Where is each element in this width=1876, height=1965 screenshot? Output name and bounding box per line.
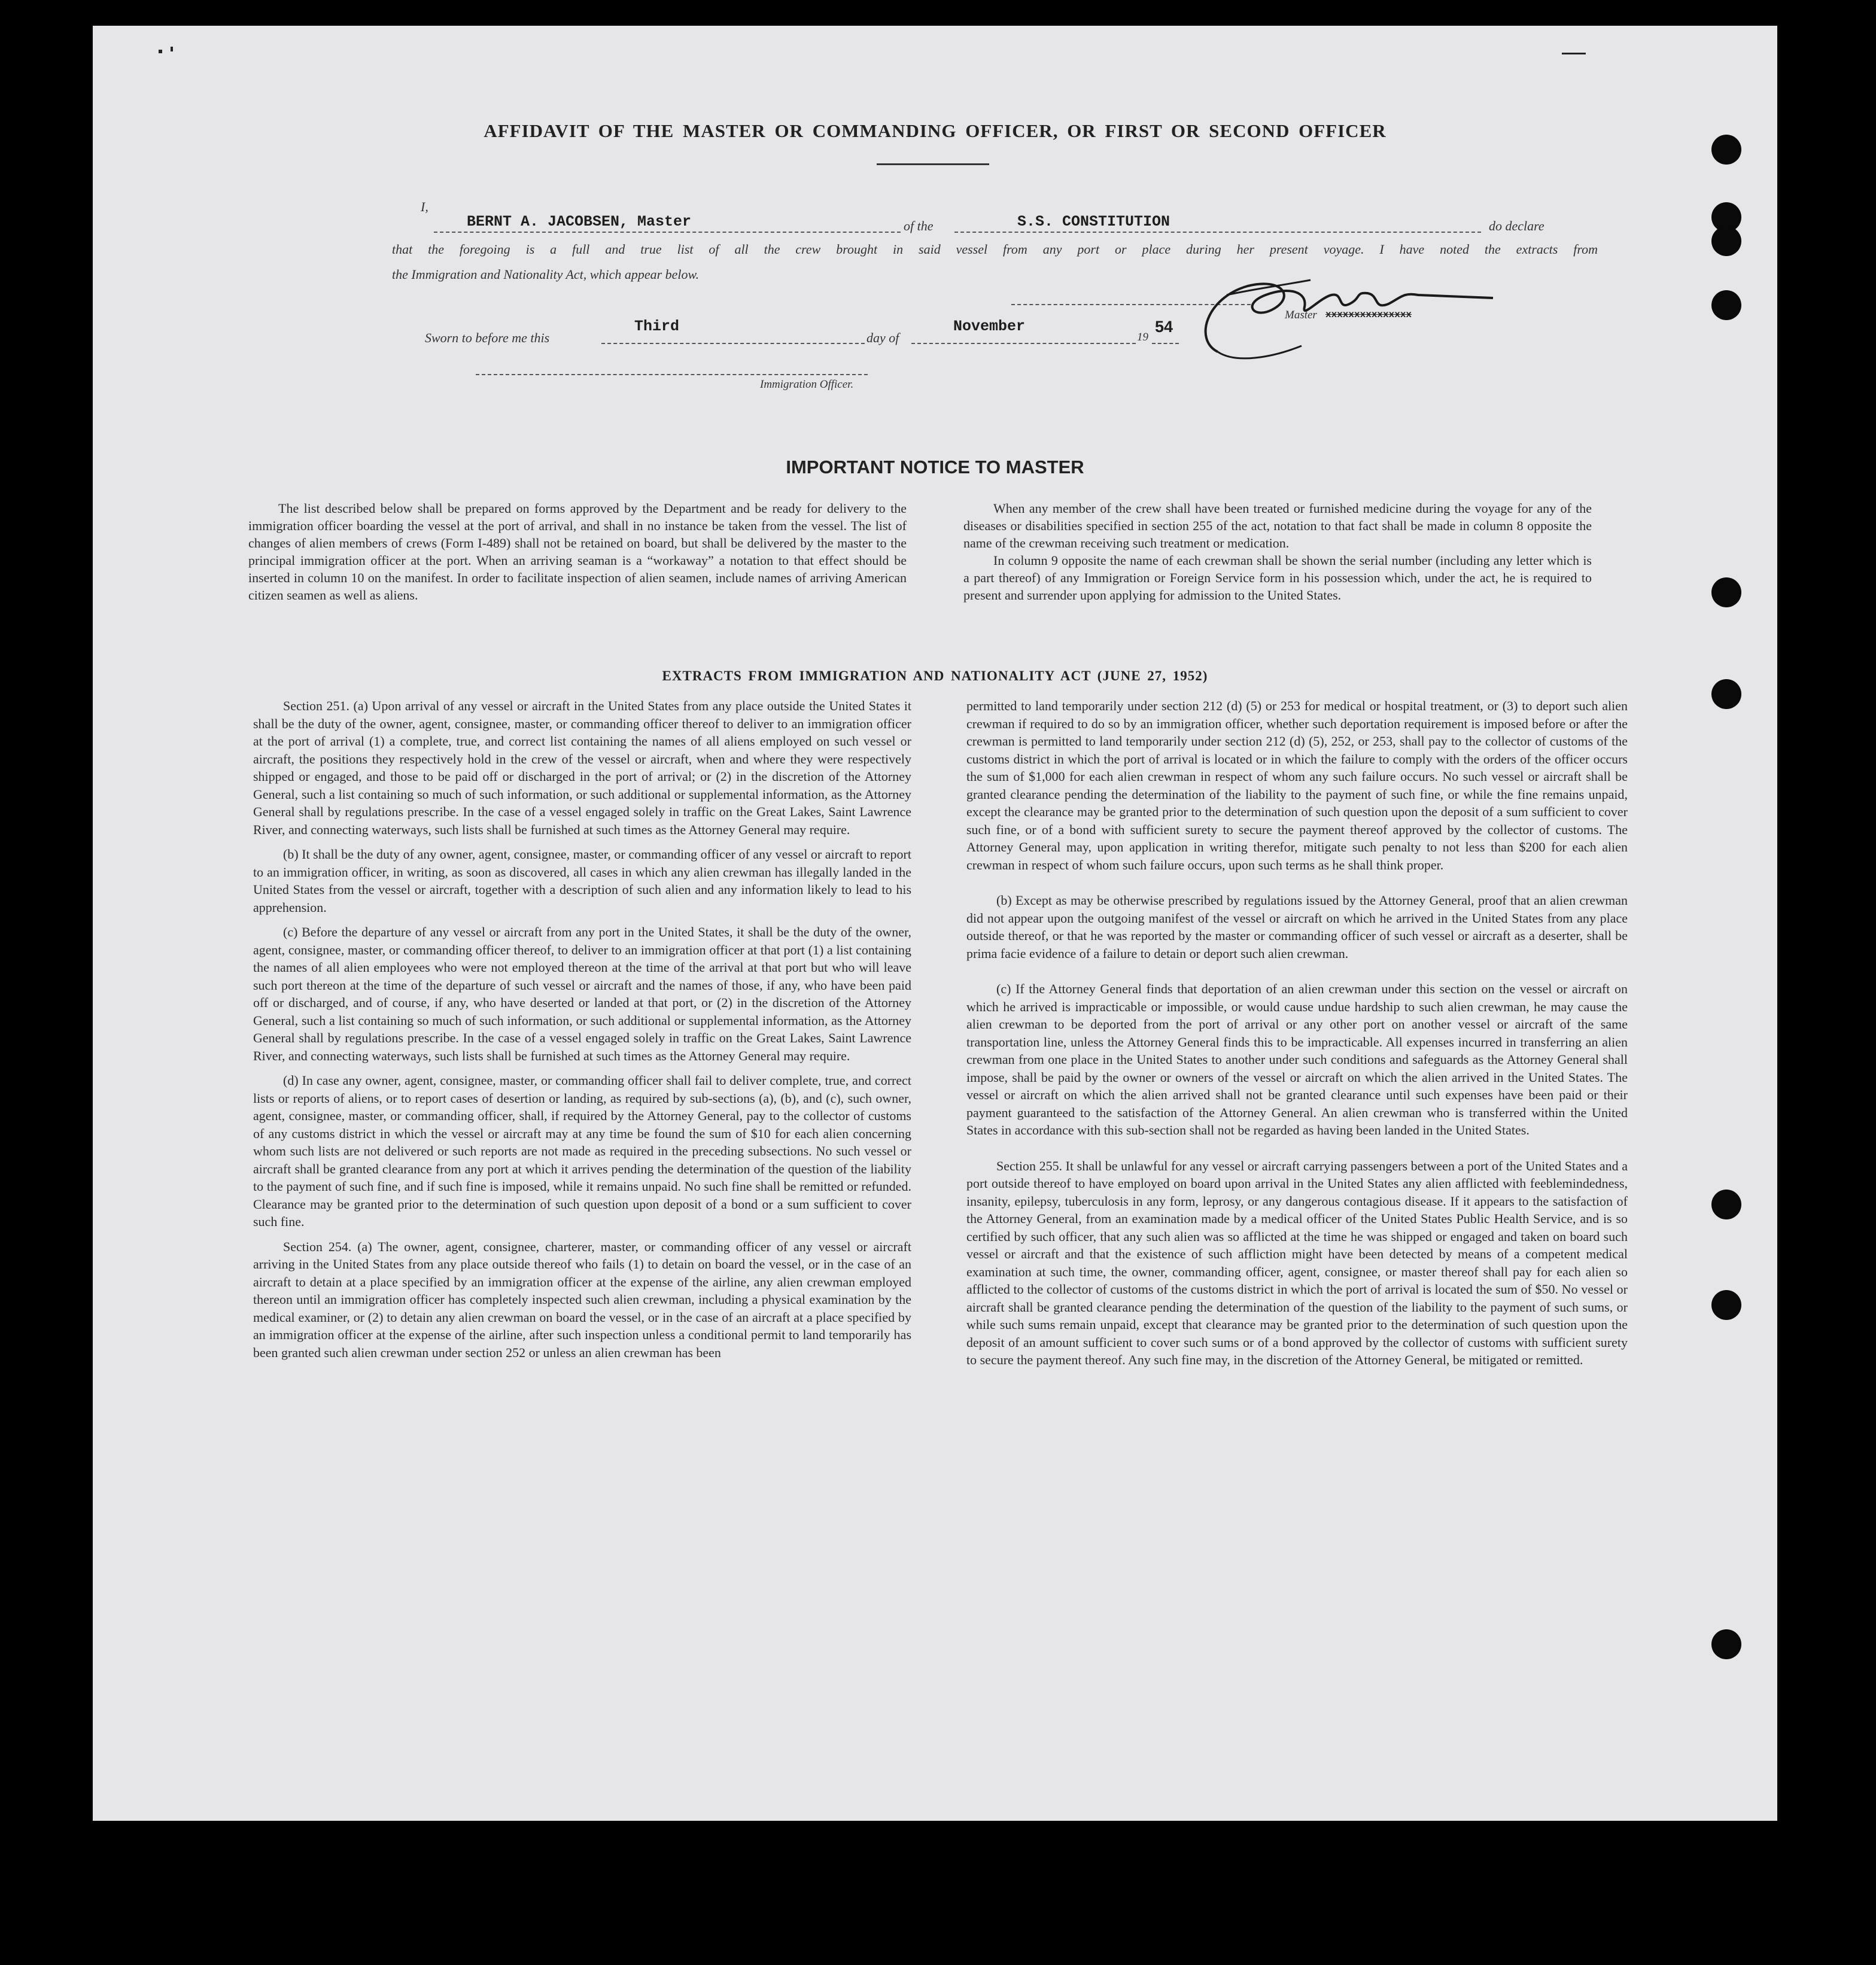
sworn-month-field: November — [953, 318, 1026, 335]
extracts-left-column — [253, 697, 911, 1368]
notice-left-column — [248, 500, 907, 611]
extract-section-255: Section 255. It shall be unlawful for any vessel or aircraft carrying passengers between a port of the United States and a port outside thereof to have employed on board upon arrival in the United States any alien afflicted with feeblemindedness, insanity, epilepsy, tuberculosis in any form, leprosy, or any dangerous contagious disease. If it appears to the satisfaction of the Attorney General, from an examination made by a medical officer of the United States Public Health Service, and is so certified by such officer, that any such alien was so afflicted at the time he was shipped or engaged and taken on board such vessel or aircraft and that the existence of such affliction might have been detected by means of a competent medical examination at such time, the owner, commanding officer, agent, consignee, or master thereof shall pay for each alien so afflicted to the collector of customs of the customs district in which the port of arrival is located the sum of $50. No vessel or aircraft shall be granted clearance pending the determination of the question of the liability to the payment of such sums, or while such sums remain unpaid, except that clearance may be granted prior to the determination of such question upon the deposit of an amount sufficient to cover such sums or of a bond approved by the collector of customs with sufficient surety to secure the payment thereof. Any such fine may, in the discretion of the Attorney General, be mitigated or remitted. — [966, 1158, 1628, 1367]
struck-title-stamp: xxxxxxxxxxxxxxx — [1325, 309, 1412, 320]
binder-hole — [1711, 290, 1741, 320]
day-of-label: day of — [866, 330, 899, 345]
extracts-title: EXTRACTS FROM IMMIGRATION AND NATIONALITY ACT (JUNE 27, 1952) — [662, 668, 1208, 683]
binder-hole — [1711, 135, 1741, 165]
sworn-label: Sworn to before me this — [425, 330, 550, 345]
binder-hole — [1711, 1190, 1741, 1219]
signature-title-label: Master — [1285, 309, 1317, 321]
of-the-label: of the — [904, 218, 934, 233]
extract-section-254a: Section 254. (a) The owner, agent, consignee, charterer, master, or commanding officer of any vessel or aircraft arriving in the United States from any place outside thereof who fails (1) to detain on board the vessel, or in the case of an aircraft to detain at a place specified by an immigration officer at the expense of the airline, any alien crewman employed thereon until an immigration officer has completely inspected such alien crewman, including a physical examination by the medical examiner, or (2) to detain any alien crewman on board the vessel, or in the case of an aircraft at a place specified by an immigration officer at the expense of the airline, after such inspection unless a conditional permit to land temporarily has been granted such alien crewman under section 252 or unless an alien crewman has been — [253, 1239, 911, 1360]
extract-section-254c: (c) If the Attorney General finds that deportation of an alien crewman under this section on the vessel or aircraft on which he arrived is impracticable or impossible, or would cause undue hardship to such alien crewman, he may cause the alien crewman to be deported from the port of arrival or any other port on another vessel or aircraft of the same transportation line, unless the Attorney General finds this to be impracticable. All expenses incurred in transferring an alien crewman from one place in the United States to another under such conditions and safeguards as the Attorney General shall impose, shall be paid by the owner or owners of the vessel or aircraft on which the alien arrived in the United States. The vessel or aircraft on which the alien arrived shall not be granted clearance until such expenses have been paid or their payment guaranteed to the satisfaction of the Attorney General. An alien crewman who is transferred within the United States in accordance with this sub-section shall not be regarded as having been landed in the United States. — [966, 981, 1628, 1137]
notice-title: IMPORTANT NOTICE TO MASTER — [786, 457, 1084, 477]
scan-speck — [159, 50, 162, 53]
master-name-line — [434, 232, 901, 233]
master-name-field: BERNT A. JACOBSEN, Master — [467, 213, 692, 230]
year-field: 54 — [1155, 318, 1173, 336]
extract-section-251a: Section 251. (a) Upon arrival of any vessel or aircraft in the United States from any place outside the United States it shall be the duty of the owner, agent, consignee, master, or commanding officer thereof to deliver to an immigration officer at the port of arrival (1) a complete, true, and correct list containing the names of all aliens employed on such vessel or aircraft, the positions they respectively hold in the crew of the vessel or aircraft, when and where they were respectively shipped or engaged, and those to be paid off or discharged in the port of arrival; or (2) in the discretion of the Attorney General, such a list containing so much of such information, or such additional or supplemental information, as the Attorney General shall by regulations prescribe. In the case of a vessel engaged solely in traffic on the Great Lakes, Saint Lawrence River, and connecting waterways, such lists shall be furnished at such times as the Attorney General may require. — [253, 698, 911, 837]
affidavit-title: AFFIDAVIT OF THE MASTER OR COMMANDING OFFICER, OR FIRST OR SECOND OFFICER — [484, 120, 1387, 141]
vessel-name-line — [954, 232, 1481, 233]
extract-section-254a-cont: permitted to land temporarily under section 212 (d) (5) or 253 for medical or hospital treatment, or (3) to deport such alien crewman if required to do so by an immigration officer, whether such deportation requirement is imposed before or after the crewman is permitted to land temporarily under section 212 (d) (5), 252, or 253, shall pay to the collector of customs of the customs district in which the port of arrival is located or in which the failure to comply with the orders of the officer occurs the sum of $1,000 for each alien crewman in respect of whom any such failure occurs. No such vessel or aircraft shall be granted clearance pending the determination of the liability to the payment of such fine, or while the fine remains unpaid, except the clearance may be granted prior to the determination of such question upon the deposit of a sum sufficient to cover such fine, or of a bond with sufficient surety to secure the payment thereof approved by the collector of customs. The Attorney General may, upon application in writing therefor, mitigate such penalty to not less than $200 for each alien crewman in respect of whom such failure occurs, upon such terms as he shall think proper. — [966, 698, 1628, 872]
sworn-day-line — [601, 343, 865, 344]
vessel-name-field: S.S. CONSTITUTION — [1017, 213, 1170, 230]
notice-right-paragraph-2: In column 9 opposite the name of each crewman shall be shown the serial number (including any letter which is a part thereof) of any Immigration or Foreign Service form in his possession which, under the act, he is required to present and surrender upon applying for admission to the United States. — [963, 553, 1592, 603]
binder-hole — [1711, 679, 1741, 709]
sworn-month-line — [911, 343, 1136, 344]
declaration-line-1: that the foregoing is a full and true list of all the crew brought in said vessel from any port or place during her present voyage. I have noted the extracts from — [392, 242, 1598, 257]
binder-hole — [1711, 577, 1741, 607]
scan-speck — [171, 47, 173, 51]
extract-section-251b: (b) It shall be the duty of any owner, agent, consignee, master, or commanding officer of any vessel or aircraft to report to an immigration officer, in writing, as soon as discovered, all cases in which any alien crewman has illegally landed in the United States from the vessel or aircraft, together with a description of such alien and any information likely to lead to his apprehension. — [253, 847, 911, 915]
extract-section-251d: (d) In case any owner, agent, consignee, master, or commanding officer shall fail to deliver complete, true, and correct lists or reports of aliens, or to report cases of desertion or landing, as required by sub-sections (a), (b), and (c), such owner, agent, consignee, master, or commanding officer, shall, if required by the Attorney General, pay to the collector of customs of any customs district in which the vessel or aircraft may at any time be found the sum of $10 for each alien concerning whom such lists are not delivered or such reports are not made as required in the preceding subsections. No such vessel or aircraft shall be granted clearance from any port at which it arrives pending the determination of the question of the liability to the payment of such fine, and if such fine is imposed, while it remains unpaid. No such fine shall be remitted or refunded. Clearance may be granted prior to the determination of such question upon deposit of a bond or a sum sufficient to cover such fine. — [253, 1073, 911, 1229]
year-prefix: 19 — [1137, 331, 1148, 343]
declaration-line-2: the Immigration and Nationality Act, which appear below. — [392, 267, 700, 282]
extract-section-254b: (b) Except as may be otherwise prescribed by regulations issued by the Attorney General, proof that an alien crewman did not appear upon the outgoing manifest of the vessel or aircraft on which he arrived in the United States from any place outside thereof, or that he was reported by the master or commanding officer of such vessel or aircraft as a deserter, shall be prima facie evidence of a failure to detain or deport such alien crewman. — [966, 893, 1628, 961]
binder-hole — [1711, 1629, 1741, 1659]
scan-speck — [1562, 53, 1586, 54]
notice-left-paragraph: The list described below shall be prepared on forms approved by the Department and be ready for delivery to the immigration officer boarding the vessel at the port of arrival, and shall in no instance be taken from the vessel. The list of changes of alien members of crews (Form I-489) shall not be retained on board, but shall be delivered by the master to the principal immigration officer at the port. When an arriving seaman is a “workaway” a notation to that effect should be inserted in column 10 on the manifest. In order to facilitate inspection of alien seamen, include names of arriving American citizen seamen as well as aliens. — [248, 501, 907, 603]
immigration-officer-label: Immigration Officer. — [760, 378, 854, 391]
year-line — [1152, 343, 1179, 344]
immigration-officer-line — [476, 374, 868, 375]
do-declare-label: do declare — [1489, 218, 1544, 233]
notice-right-paragraph-1: When any member of the crew shall have been treated or furnished medicine during the voyage for any of the diseases or disabilities specified in section 255 of the act, notation to that fact shall be made in column 8 opposite the name of the crewman receiving such treatment or medication. — [963, 501, 1592, 550]
master-signature — [1182, 262, 1499, 382]
i-label: I, — [421, 199, 428, 214]
binder-hole — [1711, 1290, 1741, 1320]
sworn-day-field: Third — [634, 318, 680, 335]
notice-right-column — [963, 500, 1592, 611]
form-page — [93, 26, 1777, 1821]
title-divider — [877, 163, 989, 165]
extract-section-251c: (c) Before the departure of any vessel or aircraft from any port in the United States, it shall be the duty of the owner, agent, consignee, master, or commanding officer thereof, to deliver to an immigration officer at that port (1) a list containing the names of all alien employees who were not employed thereon at the time of the arrival at that port but who will leave such port thereon at the time of the departure of such vessel or aircraft and the names of those, if any, who have been paid off or discharged, and of course, if any, who have deserted or landed at that port, or (2) in the discretion of the Attorney General, such a list containing so much of such information, or such additional or supplemental information, as the Attorney General shall by regulations prescribe. In the case of a vessel engaged solely in traffic on the Great Lakes, Saint Lawrence River, and connecting waterways, such lists shall be furnished at such times as the Attorney General may require. — [253, 924, 911, 1063]
binder-hole — [1711, 226, 1741, 256]
extracts-right-column — [966, 697, 1628, 1376]
